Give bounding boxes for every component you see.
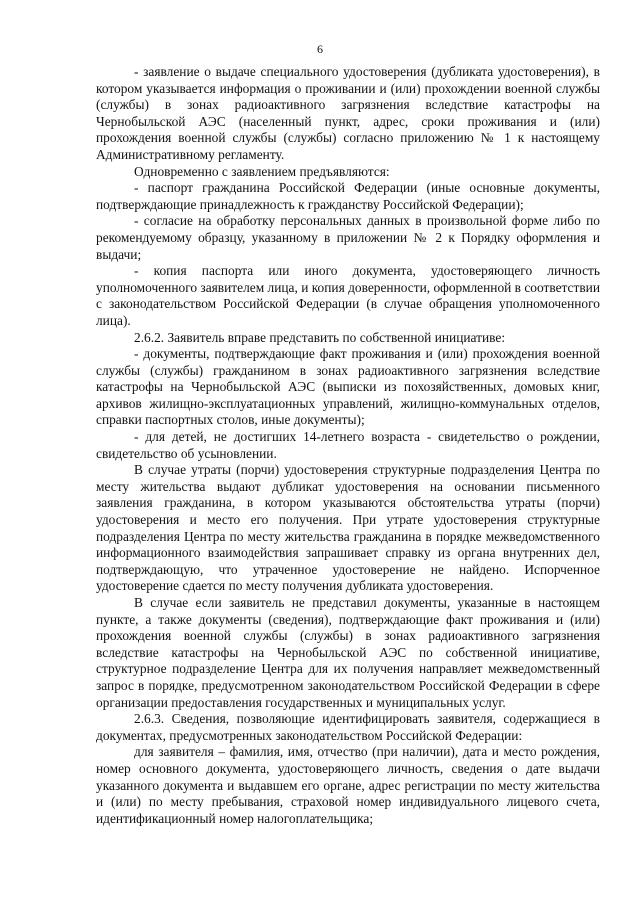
paragraph-section-2-6-2: 2.6.2. Заявитель вправе представить по собственной инициативе: bbox=[134, 329, 506, 345]
paragraph-residence-documents-item: - документы, подтверждающие факт проживания и (или) прохождения военной службы (службы) гражданином в зонах радиоактивного загрязнения вследствие катастрофы на Чернобыльской АЭС (выписки из похозяйственных, домовых книг, архивов жилищно-эксплуатационных управлений, жилищно-коммунальных отделов, справки паспортных столов, иные документы); bbox=[96, 346, 600, 428]
page-number: 6 bbox=[317, 42, 323, 56]
paragraph-application-item: - заявление о выдаче специального удостоверения (дубликата удостоверения), в котором указывается информация о проживании и (или) прохождении военной службы (службы) в зонах радиоактивного загрязнения вследствие катастрофы на Чернобыльской АЭС (населенный пункт, адрес, сроки проживания и (или) прохождения военной службы (службы) согласно приложению № 1 к настоящему Административному регламенту. bbox=[96, 64, 600, 162]
paragraph-children-item: - для детей, не достигших 14-летнего возраста - свидетельство о рождении, свидетельство об усыновлении. bbox=[96, 429, 600, 461]
paragraph-interagency-request: В случае если заявитель не представил документы, указанные в настоящем пункте, а также документы (сведения), подтверждающие факт проживания и (или) прохождения военной службы (службы) в зонах радиоактивного загрязнения вследствие катастрофы на Чернобыльской АЭС по собственной инициативе, структурное подразделение Центра для их получения направляет межведомственный запрос в порядке, предусмотренном законодательством Российской Федерации в сфере организации предоставления государственных и муниципальных услуг. bbox=[96, 595, 600, 710]
paragraph-section-2-6-3: 2.6.3. Сведения, позволяющие идентифицировать заявителя, содержащиеся в документах, предусмотренных законодательством Российской Федерации: bbox=[96, 711, 600, 743]
document-body bbox=[96, 64, 600, 827]
paragraph-passport-item: - паспорт гражданина Российской Федерации (иные основные документы, подтверждающие принадлежность к гражданству Российской Федерации); bbox=[96, 180, 600, 212]
paragraph-presented-together: Одновременно с заявлением предъявляются: bbox=[134, 163, 390, 179]
paragraph-consent-item: - согласие на обработку персональных данных в произвольной форме либо по рекомендуемому образцу, указанному в приложении № 2 к Порядку оформления и выдачи; bbox=[96, 213, 600, 262]
paragraph-lost-certificate: В случае утраты (порчи) удостоверения структурные подразделения Центра по месту жительства выдают дубликат удостоверения на основании письменного заявления гражданина, в котором указываются обстоятельства утраты (порчи) удостоверения и место его получения. При утрате удостоверения структурные подразделения Центра по месту жительства гражданина в порядке межведомственного информационного взаимодействия запрашивает справку из органа внутренних дел, подтверждающую, что утраченное удостоверение не найдено. Испорченное удостоверение сдается по месту получения дубликата удостоверения. bbox=[96, 462, 600, 594]
paragraph-applicant-identification: для заявителя – фамилия, имя, отчество (при наличии), дата и место рождения, номер основного документа, удостоверяющего личность, сведения о дате выдачи указанного документа и выдавшем его органе, адрес регистрации по месту жительства и (или) по месту пребывания, страховой номер индивидуального лицевого счета, идентификационный номер налогоплательщика; bbox=[96, 744, 600, 826]
paragraph-proxy-copy-item: - копия паспорта или иного документа, удостоверяющего личность уполномоченного заявителем лица, и копия доверенности, оформленной в соответствии с законодательством Российской Федерации (в случае обращения уполномоченного лица). bbox=[96, 263, 600, 328]
